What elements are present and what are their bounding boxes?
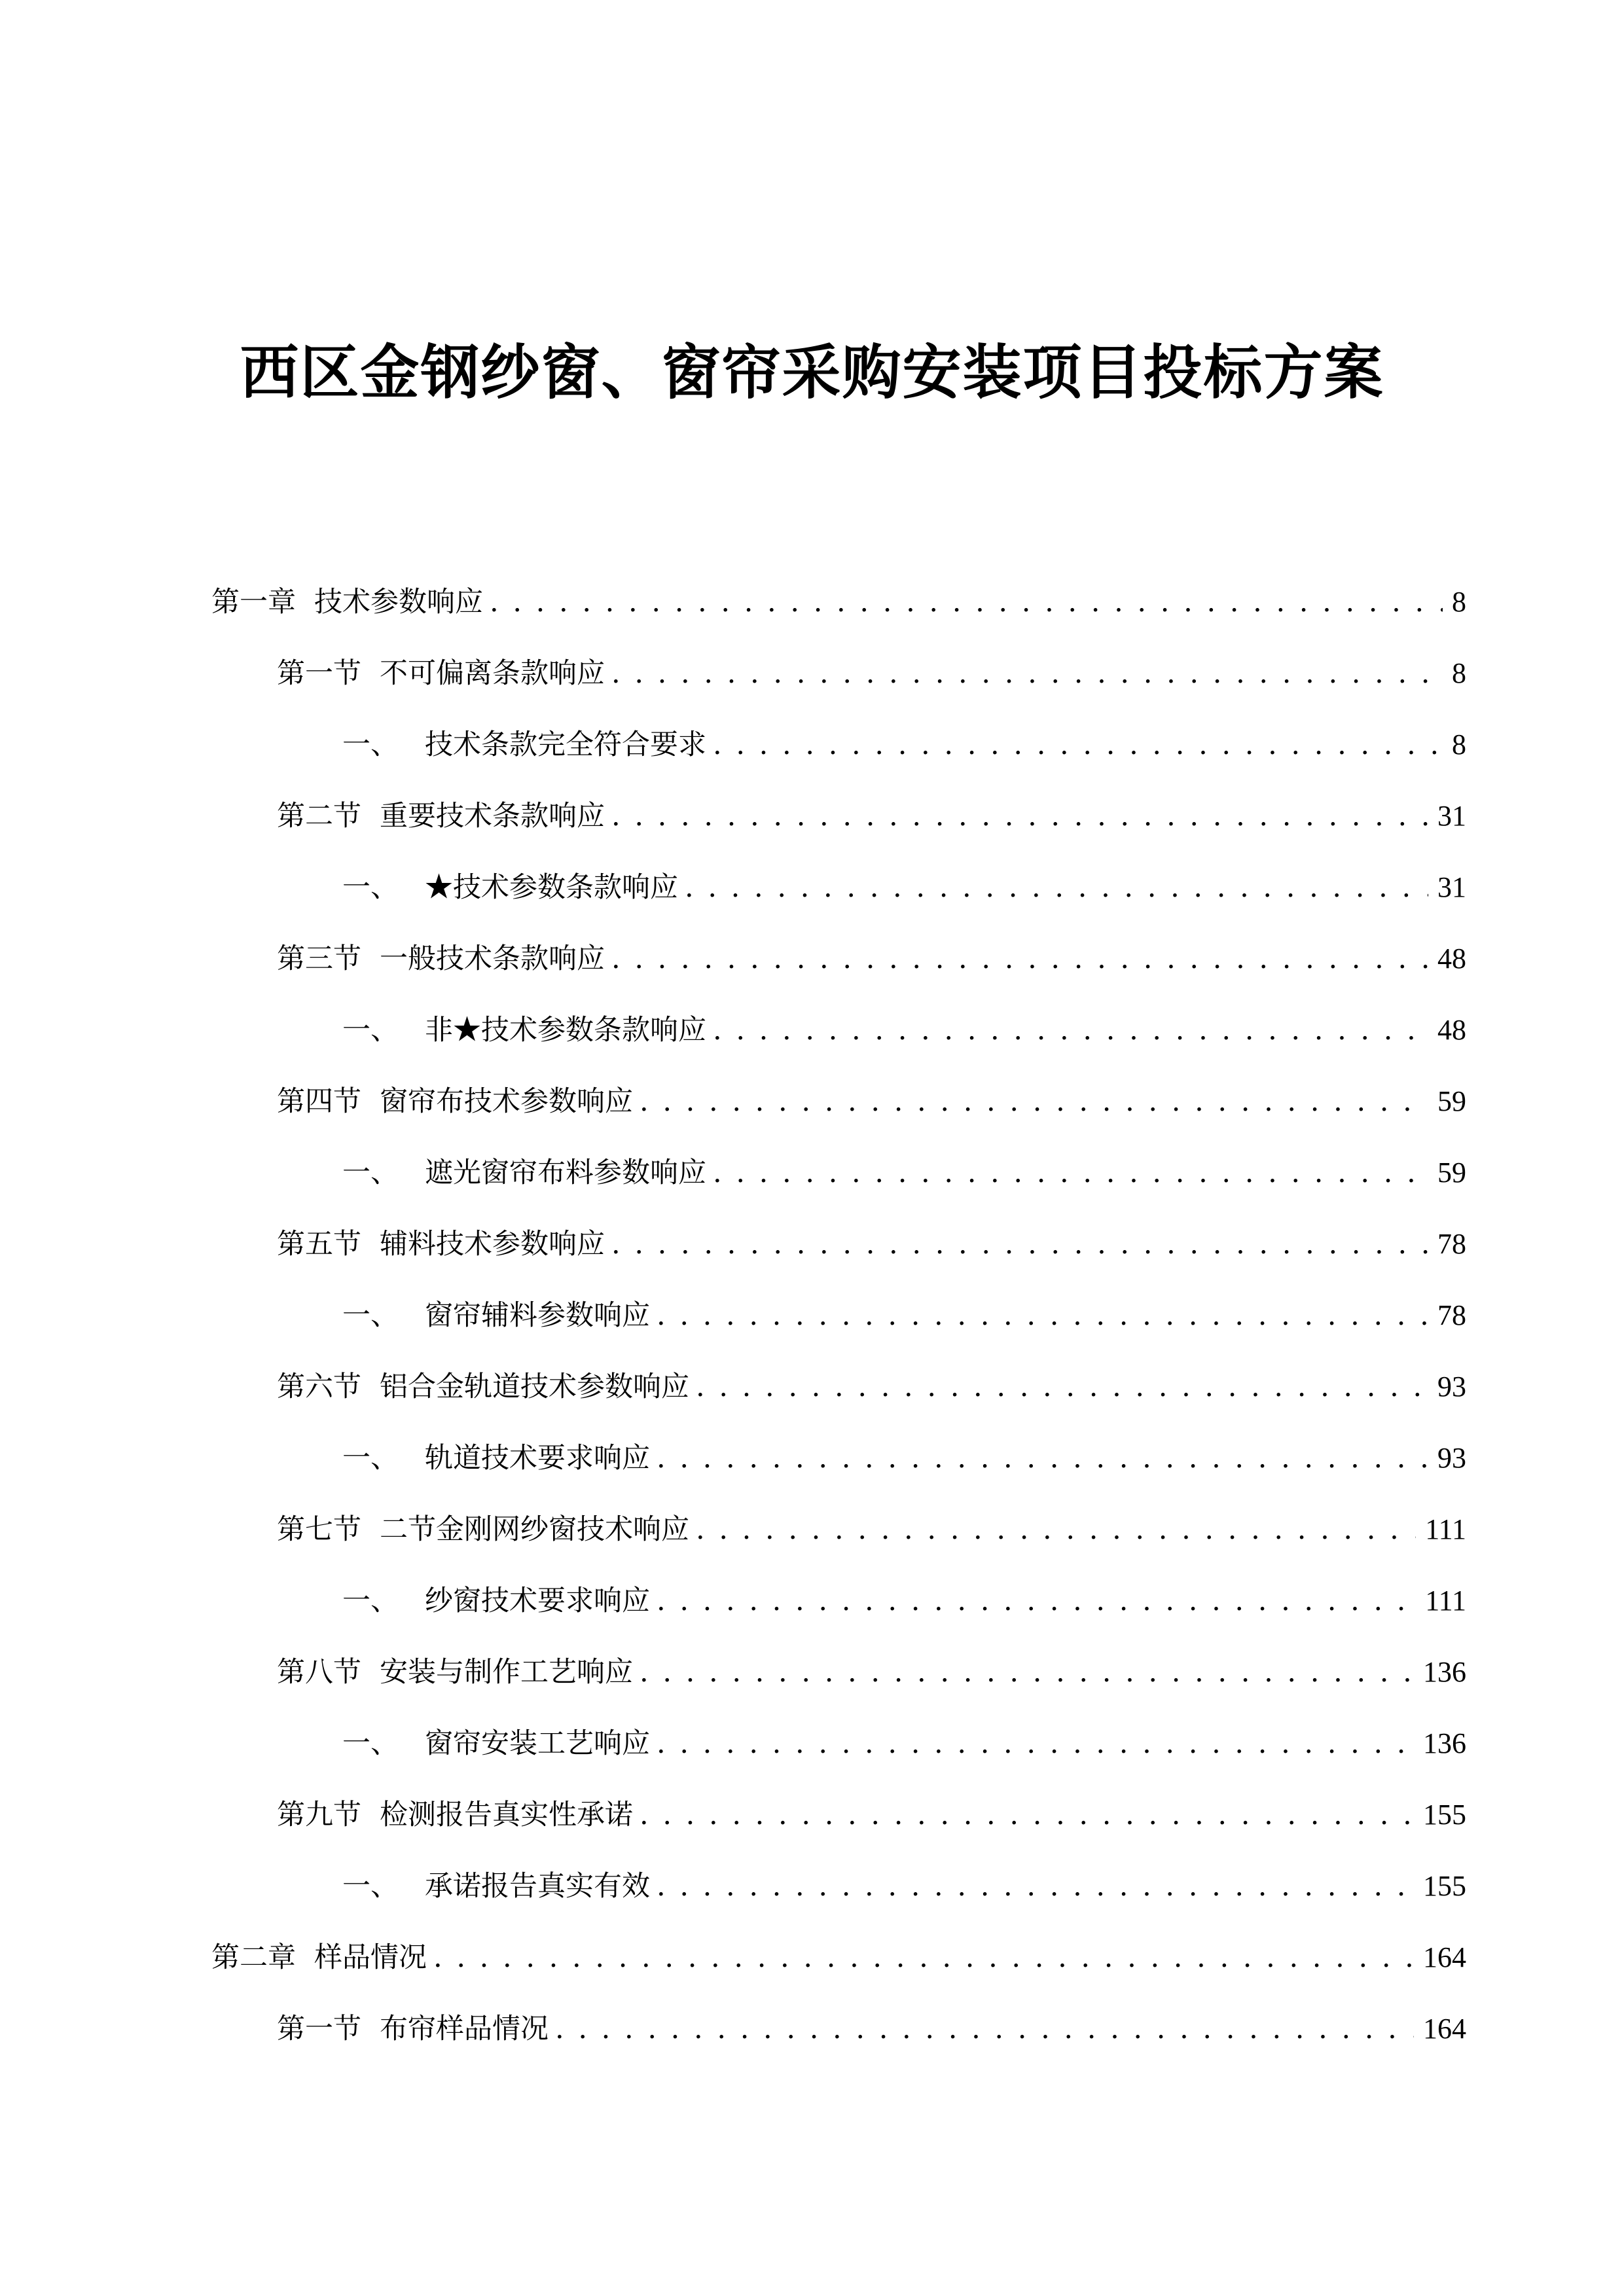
toc-entry[interactable] (0, 1854, 1624, 1906)
toc-page-number: 8 (1452, 728, 1466, 761)
toc-page-number: 136 (1423, 1656, 1466, 1688)
toc-page-number: 164 (1423, 1941, 1466, 1973)
toc-entry-title: 轨道技术要求响应 (425, 1442, 650, 1475)
toc-page-number: 8 (1452, 657, 1466, 689)
toc-entry-title: 非★技术参数条款响应 (425, 1014, 706, 1047)
dot-leader (611, 939, 1428, 978)
toc-page-number: 31 (1437, 871, 1466, 903)
dot-leader (640, 1795, 1414, 1835)
toc-entry-number: 第六节 (277, 1371, 361, 1403)
toc-entry-number: 第八节 (277, 1656, 361, 1689)
toc-entry-title: 样品情况 (314, 1941, 427, 1974)
toc-entry-number: 第九节 (277, 1799, 361, 1831)
toc-entry-number: 一、 (342, 1727, 399, 1760)
toc-entry-number: 一、 (342, 728, 399, 761)
toc-entry[interactable] (0, 712, 1624, 764)
toc-entry-number: 第五节 (277, 1228, 361, 1261)
dot-leader (713, 1011, 1428, 1050)
toc-entry[interactable] (0, 569, 1624, 622)
toc-entry-number: 一、 (342, 1585, 399, 1617)
toc-entry[interactable] (0, 1283, 1624, 1335)
toc-page-number: 155 (1423, 1870, 1466, 1902)
toc-entry-title: 布帘样品情况 (380, 2013, 549, 2045)
toc-entry-number: 第三节 (277, 942, 361, 975)
toc-entry[interactable] (0, 1497, 1624, 1549)
toc-entry-number: 第一章 (211, 586, 296, 619)
dot-leader (696, 1510, 1416, 1549)
toc-entry-title: 铝合金轨道技术参数响应 (380, 1371, 689, 1403)
toc-entry-title: 二节金刚网纱窗技术响应 (380, 1513, 689, 1546)
document-title: 西区金钢纱窗、窗帘采购安装项目投标方案 (240, 338, 1384, 407)
dot-leader (640, 1653, 1414, 1692)
dot-leader (657, 1439, 1428, 1478)
toc-entry-number: 一、 (342, 1014, 399, 1047)
toc-page-number: 111 (1425, 1585, 1466, 1617)
toc-page-number: 155 (1423, 1799, 1466, 1831)
toc-entry-number: 一、 (342, 1442, 399, 1475)
dot-leader (490, 583, 1443, 622)
toc-page-number: 93 (1437, 1371, 1466, 1403)
toc-entry[interactable] (0, 1782, 1624, 1835)
dot-leader (685, 868, 1428, 907)
toc-entry-title: 辅料技术参数响应 (380, 1228, 605, 1261)
toc-entry-title: 技术参数响应 (314, 586, 483, 619)
toc-entry[interactable] (0, 997, 1624, 1050)
toc-entry-title: 重要技术条款响应 (380, 800, 605, 833)
toc-entry[interactable] (0, 926, 1624, 978)
toc-entry-title: 不可偏离条款响应 (380, 657, 605, 690)
toc-entry-number: 第一节 (277, 2013, 361, 2045)
toc-page-number: 59 (1437, 1085, 1466, 1117)
dot-leader (713, 725, 1443, 764)
toc-entry-number: 一、 (342, 1157, 399, 1189)
toc-entry[interactable] (0, 1211, 1624, 1264)
toc-entry-title: 窗帘安装工艺响应 (425, 1727, 650, 1760)
toc-entry-title: 纱窗技术要求响应 (425, 1585, 650, 1617)
toc-entry-number: 第四节 (277, 1085, 361, 1118)
toc-page-number: 93 (1437, 1442, 1466, 1474)
toc-entry-title: 窗帘布技术参数响应 (380, 1085, 633, 1118)
dot-leader (640, 1082, 1428, 1121)
toc-entry[interactable] (0, 1354, 1624, 1407)
toc-entry-number: 一、 (342, 1870, 399, 1903)
toc-page-number: 8 (1452, 586, 1466, 618)
dot-leader (657, 1867, 1414, 1906)
dot-leader (433, 1938, 1414, 1977)
toc-page-number: 136 (1423, 1727, 1466, 1759)
toc-entry-number: 第二章 (211, 1941, 296, 1974)
toc-entry[interactable] (0, 641, 1624, 693)
toc-entry[interactable] (0, 1640, 1624, 1692)
dot-leader (611, 654, 1443, 693)
toc-entry-number: 一、 (342, 1299, 399, 1332)
dot-leader (657, 1724, 1414, 1763)
toc-entry[interactable] (0, 1711, 1624, 1763)
toc-entry[interactable] (0, 1925, 1624, 1977)
toc-entry[interactable] (0, 1996, 1624, 2049)
dot-leader (713, 1153, 1428, 1193)
toc-entry[interactable] (0, 783, 1624, 836)
toc-entry-title: 安装与制作工艺响应 (380, 1656, 633, 1689)
toc-entry[interactable] (0, 1426, 1624, 1478)
toc-entry[interactable] (0, 1140, 1624, 1193)
toc-entry-title: ★技术参数条款响应 (425, 871, 678, 904)
toc-page-number: 48 (1437, 1014, 1466, 1046)
toc-entry-title: 技术条款完全符合要求 (425, 728, 706, 761)
toc-entry-title: 一般技术条款响应 (380, 942, 605, 975)
dot-leader (657, 1581, 1416, 1621)
toc-entry[interactable] (0, 1069, 1624, 1121)
toc-page-number: 48 (1437, 942, 1466, 975)
toc-entry-number: 第二节 (277, 800, 361, 833)
toc-entry-number: 第一节 (277, 657, 361, 690)
toc-entry-title: 窗帘辅料参数响应 (425, 1299, 650, 1332)
toc-entry-number: 一、 (342, 871, 399, 904)
dot-leader (555, 2009, 1414, 2049)
toc-entry-title: 遮光窗帘布料参数响应 (425, 1157, 706, 1189)
dot-leader (696, 1367, 1428, 1407)
toc-page-number: 164 (1423, 2013, 1466, 2045)
toc-page-number: 31 (1437, 800, 1466, 832)
toc-entry-number: 第七节 (277, 1513, 361, 1546)
toc-entry[interactable] (0, 1568, 1624, 1621)
toc-page-number: 78 (1437, 1228, 1466, 1260)
dot-leader (611, 797, 1428, 836)
toc-entry-title: 承诺报告真实有效 (425, 1870, 650, 1903)
toc-page-number: 111 (1425, 1513, 1466, 1545)
toc-page-number: 78 (1437, 1299, 1466, 1331)
toc-page-number: 59 (1437, 1157, 1466, 1189)
toc-entry[interactable] (0, 855, 1624, 907)
dot-leader (657, 1296, 1428, 1335)
toc-entry-title: 检测报告真实性承诺 (380, 1799, 633, 1831)
dot-leader (611, 1225, 1428, 1264)
